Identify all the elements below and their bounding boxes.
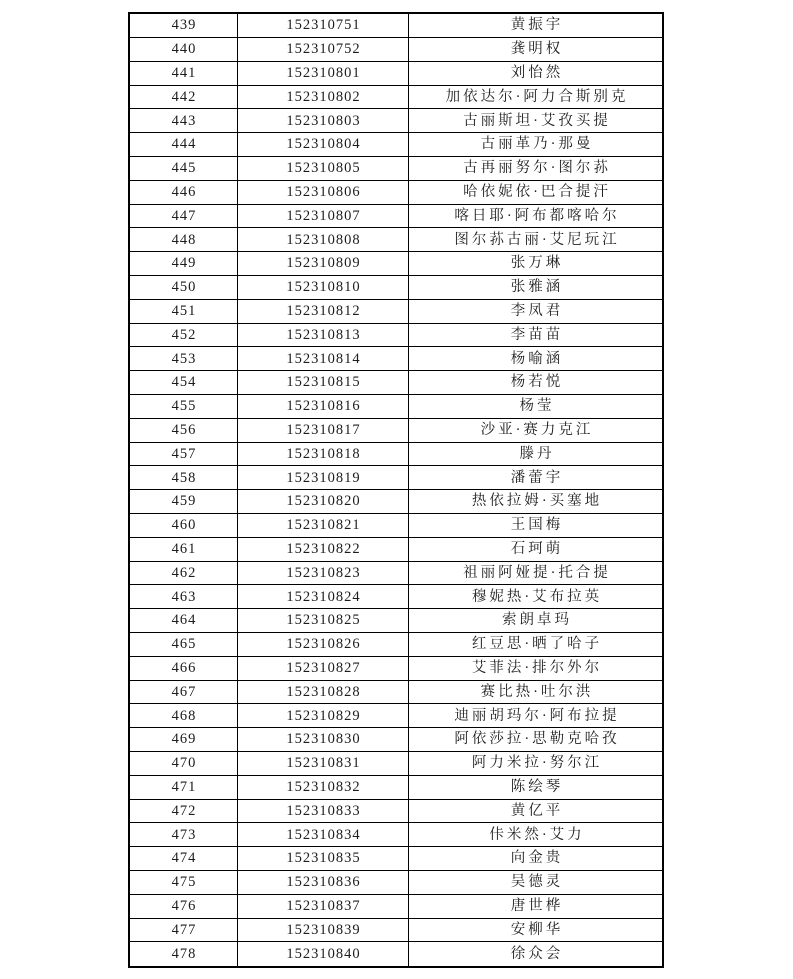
student-name-cell: 陈绘琴 [409,775,664,799]
student-id-cell: 152310835 [238,847,409,871]
table-row [129,61,663,85]
row-number-cell: 457 [129,442,238,466]
student-id-cell: 152310801 [238,61,409,85]
student-name-cell: 滕丹 [409,442,664,466]
row-number-cell: 444 [129,133,238,157]
table-row [129,133,663,157]
table-row [129,13,663,38]
student-name-cell: 赛比热·吐尔洪 [409,680,664,704]
table-row [129,847,663,871]
student-id-cell: 152310826 [238,633,409,657]
student-name-cell: 吴德灵 [409,870,664,894]
student-name-cell: 石珂萌 [409,537,664,561]
student-id-cell: 152310814 [238,347,409,371]
student-id-cell: 152310752 [238,38,409,62]
student-name-cell: 阿力米拉·努尔江 [409,751,664,775]
row-number-cell: 442 [129,85,238,109]
table-row [129,180,663,204]
table-row [129,85,663,109]
student-id-cell: 152310820 [238,490,409,514]
student-name-cell: 王国梅 [409,514,664,538]
student-name-cell: 喀日耶·阿布都喀哈尔 [409,204,664,228]
student-id-cell: 152310805 [238,157,409,181]
row-number-cell: 449 [129,252,238,276]
student-id-cell: 152310833 [238,799,409,823]
student-id-cell: 152310837 [238,894,409,918]
student-id-cell: 152310806 [238,180,409,204]
student-id-cell: 152310810 [238,276,409,300]
student-name-cell: 杨喻涵 [409,347,664,371]
student-name-cell: 徐众会 [409,942,664,967]
row-number-cell: 466 [129,656,238,680]
table-row [129,751,663,775]
student-id-cell: 152310751 [238,13,409,38]
table-row [129,585,663,609]
student-id-cell: 152310822 [238,537,409,561]
student-name-cell: 龚明权 [409,38,664,62]
row-number-cell: 443 [129,109,238,133]
student-name-cell: 艾菲法·排尔外尔 [409,656,664,680]
student-id-cell: 152310834 [238,823,409,847]
student-id-cell: 152310827 [238,656,409,680]
student-name-cell: 刘怡然 [409,61,664,85]
row-number-cell: 465 [129,633,238,657]
row-number-cell: 461 [129,537,238,561]
row-number-cell: 450 [129,276,238,300]
student-name-cell: 黄亿平 [409,799,664,823]
student-name-cell: 李凤君 [409,299,664,323]
student-name-cell: 杨若悦 [409,371,664,395]
row-number-cell: 459 [129,490,238,514]
table-row [129,561,663,585]
row-number-cell: 468 [129,704,238,728]
student-name-cell: 沙亚·赛力克江 [409,418,664,442]
student-id-cell: 152310828 [238,680,409,704]
roster-table [128,12,664,968]
table-row [129,609,663,633]
student-name-cell: 哈依妮依·巴合提汗 [409,180,664,204]
student-id-cell: 152310812 [238,299,409,323]
student-id-cell: 152310821 [238,514,409,538]
student-id-cell: 152310802 [238,85,409,109]
student-id-cell: 152310815 [238,371,409,395]
student-name-cell: 李苗苗 [409,323,664,347]
table-row [129,823,663,847]
table-row [129,728,663,752]
row-number-cell: 477 [129,918,238,942]
table-row [129,323,663,347]
student-id-cell: 152310829 [238,704,409,728]
table-row [129,894,663,918]
student-name-cell: 佧米然·艾力 [409,823,664,847]
table-row [129,276,663,300]
table-row [129,418,663,442]
table-row [129,395,663,419]
student-name-cell: 向金贵 [409,847,664,871]
row-number-cell: 478 [129,942,238,967]
row-number-cell: 456 [129,418,238,442]
student-id-cell: 152310816 [238,395,409,419]
student-name-cell: 杨莹 [409,395,664,419]
roster-body [129,13,663,967]
table-row [129,157,663,181]
row-number-cell: 440 [129,38,238,62]
row-number-cell: 474 [129,847,238,871]
student-id-cell: 152310830 [238,728,409,752]
student-id-cell: 152310808 [238,228,409,252]
student-name-cell: 图尔荪古丽·艾尼玩江 [409,228,664,252]
table-row [129,109,663,133]
row-number-cell: 473 [129,823,238,847]
student-name-cell: 索朗卓玛 [409,609,664,633]
student-name-cell: 古丽革乃·那曼 [409,133,664,157]
table-row [129,537,663,561]
student-id-cell: 152310807 [238,204,409,228]
student-id-cell: 152310836 [238,870,409,894]
row-number-cell: 451 [129,299,238,323]
table-row [129,633,663,657]
table-row [129,490,663,514]
student-name-cell: 红豆思·晒了哈子 [409,633,664,657]
table-row [129,228,663,252]
student-id-cell: 152310832 [238,775,409,799]
table-row [129,704,663,728]
row-number-cell: 452 [129,323,238,347]
row-number-cell: 469 [129,728,238,752]
student-id-cell: 152310809 [238,252,409,276]
student-id-cell: 152310819 [238,466,409,490]
row-number-cell: 460 [129,514,238,538]
row-number-cell: 464 [129,609,238,633]
student-id-cell: 152310840 [238,942,409,967]
row-number-cell: 458 [129,466,238,490]
row-number-cell: 476 [129,894,238,918]
table-row [129,204,663,228]
student-name-cell: 张万琳 [409,252,664,276]
student-name-cell: 黄振宇 [409,13,664,38]
student-id-cell: 152310824 [238,585,409,609]
student-name-cell: 迪丽胡玛尔·阿布拉提 [409,704,664,728]
table-row [129,371,663,395]
student-id-cell: 152310813 [238,323,409,347]
student-name-cell: 祖丽阿娅提·托合提 [409,561,664,585]
table-row [129,918,663,942]
row-number-cell: 445 [129,157,238,181]
row-number-cell: 470 [129,751,238,775]
table-row [129,252,663,276]
student-id-cell: 152310839 [238,918,409,942]
student-id-cell: 152310823 [238,561,409,585]
table-row [129,38,663,62]
table-row [129,347,663,371]
table-row [129,299,663,323]
student-name-cell: 张雅涵 [409,276,664,300]
row-number-cell: 472 [129,799,238,823]
table-row [129,514,663,538]
student-name-cell: 热依拉姆·买塞地 [409,490,664,514]
row-number-cell: 462 [129,561,238,585]
student-name-cell: 加依达尔·阿力合斯别克 [409,85,664,109]
student-name-cell: 穆妮热·艾布拉英 [409,585,664,609]
student-name-cell: 古再丽努尔·图尔荪 [409,157,664,181]
row-number-cell: 463 [129,585,238,609]
student-id-cell: 152310825 [238,609,409,633]
row-number-cell: 447 [129,204,238,228]
student-id-cell: 152310818 [238,442,409,466]
table-row [129,799,663,823]
student-name-cell: 阿依莎拉·思勒克哈孜 [409,728,664,752]
student-name-cell: 潘蕾宇 [409,466,664,490]
student-id-cell: 152310804 [238,133,409,157]
table-row [129,680,663,704]
table-row [129,942,663,967]
student-id-cell: 152310817 [238,418,409,442]
row-number-cell: 454 [129,371,238,395]
row-number-cell: 471 [129,775,238,799]
student-name-cell: 唐世桦 [409,894,664,918]
row-number-cell: 441 [129,61,238,85]
row-number-cell: 439 [129,13,238,38]
row-number-cell: 475 [129,870,238,894]
row-number-cell: 455 [129,395,238,419]
table-row [129,870,663,894]
table-row [129,656,663,680]
student-id-cell: 152310831 [238,751,409,775]
row-number-cell: 453 [129,347,238,371]
student-name-cell: 古丽斯坦·艾孜买提 [409,109,664,133]
table-row [129,442,663,466]
table-row [129,466,663,490]
student-id-cell: 152310803 [238,109,409,133]
table-row [129,775,663,799]
row-number-cell: 448 [129,228,238,252]
student-name-cell: 安柳华 [409,918,664,942]
row-number-cell: 446 [129,180,238,204]
row-number-cell: 467 [129,680,238,704]
